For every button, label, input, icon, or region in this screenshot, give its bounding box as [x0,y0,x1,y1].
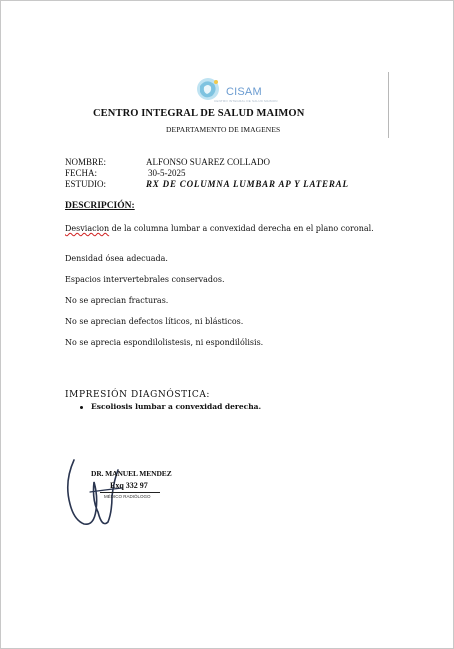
study-value: RX DE COLUMNA LUMBAR AP Y LATERAL [146,179,349,189]
impression-item [80,402,261,411]
name-label: NOMBRE: [65,157,107,167]
impression-text: Escoliosis lumbar a convexidad derecha. [91,402,262,411]
impression-title: IMPRESIÓN DIAGNÓSTICA: [65,390,211,400]
finding-1 [65,224,375,234]
study-label: ESTUDIO: [65,179,106,189]
finding-5: No se aprecian defectos líticos, ni blásticos. [65,317,244,326]
finding-4: No se aprecian fracturas. [65,296,169,305]
doctor-role: MÉDICO RADIÓLOGO [104,494,151,499]
doctor-exequatur: Exq 332 97 [110,481,148,490]
department-name: DEPARTAMENTO DE IMAGENES [166,125,281,134]
logo-subtext: CENTRO INTEGRAL DE SALUD MAIMON [214,99,278,103]
bullet-icon [80,406,83,409]
date-label: FECHA: [65,168,98,178]
misspelled-word: Desviacion [65,224,110,233]
finding-text: de la columna lumbar a convexidad derecha en el plano coronal. [109,224,374,233]
finding-3: Espacios intervertebrales conservados. [65,275,225,284]
signature-line [100,492,160,493]
logo-text: CISAM [226,86,262,98]
center-name: CENTRO INTEGRAL DE SALUD MAIMON [93,108,305,119]
doctor-name: DR. MANUEL MENDEZ [91,469,172,478]
description-title: DESCRIPCIÓN: [65,201,135,211]
margin-rule [388,72,389,138]
finding-6: No se aprecia espondilolistesis, ni espondilólisis. [65,338,264,347]
finding-2: Densidad ósea adecuada. [65,254,168,263]
date-value: 30-5-2025 [148,168,186,178]
name-value: ALFONSO SUAREZ COLLADO [146,157,271,167]
